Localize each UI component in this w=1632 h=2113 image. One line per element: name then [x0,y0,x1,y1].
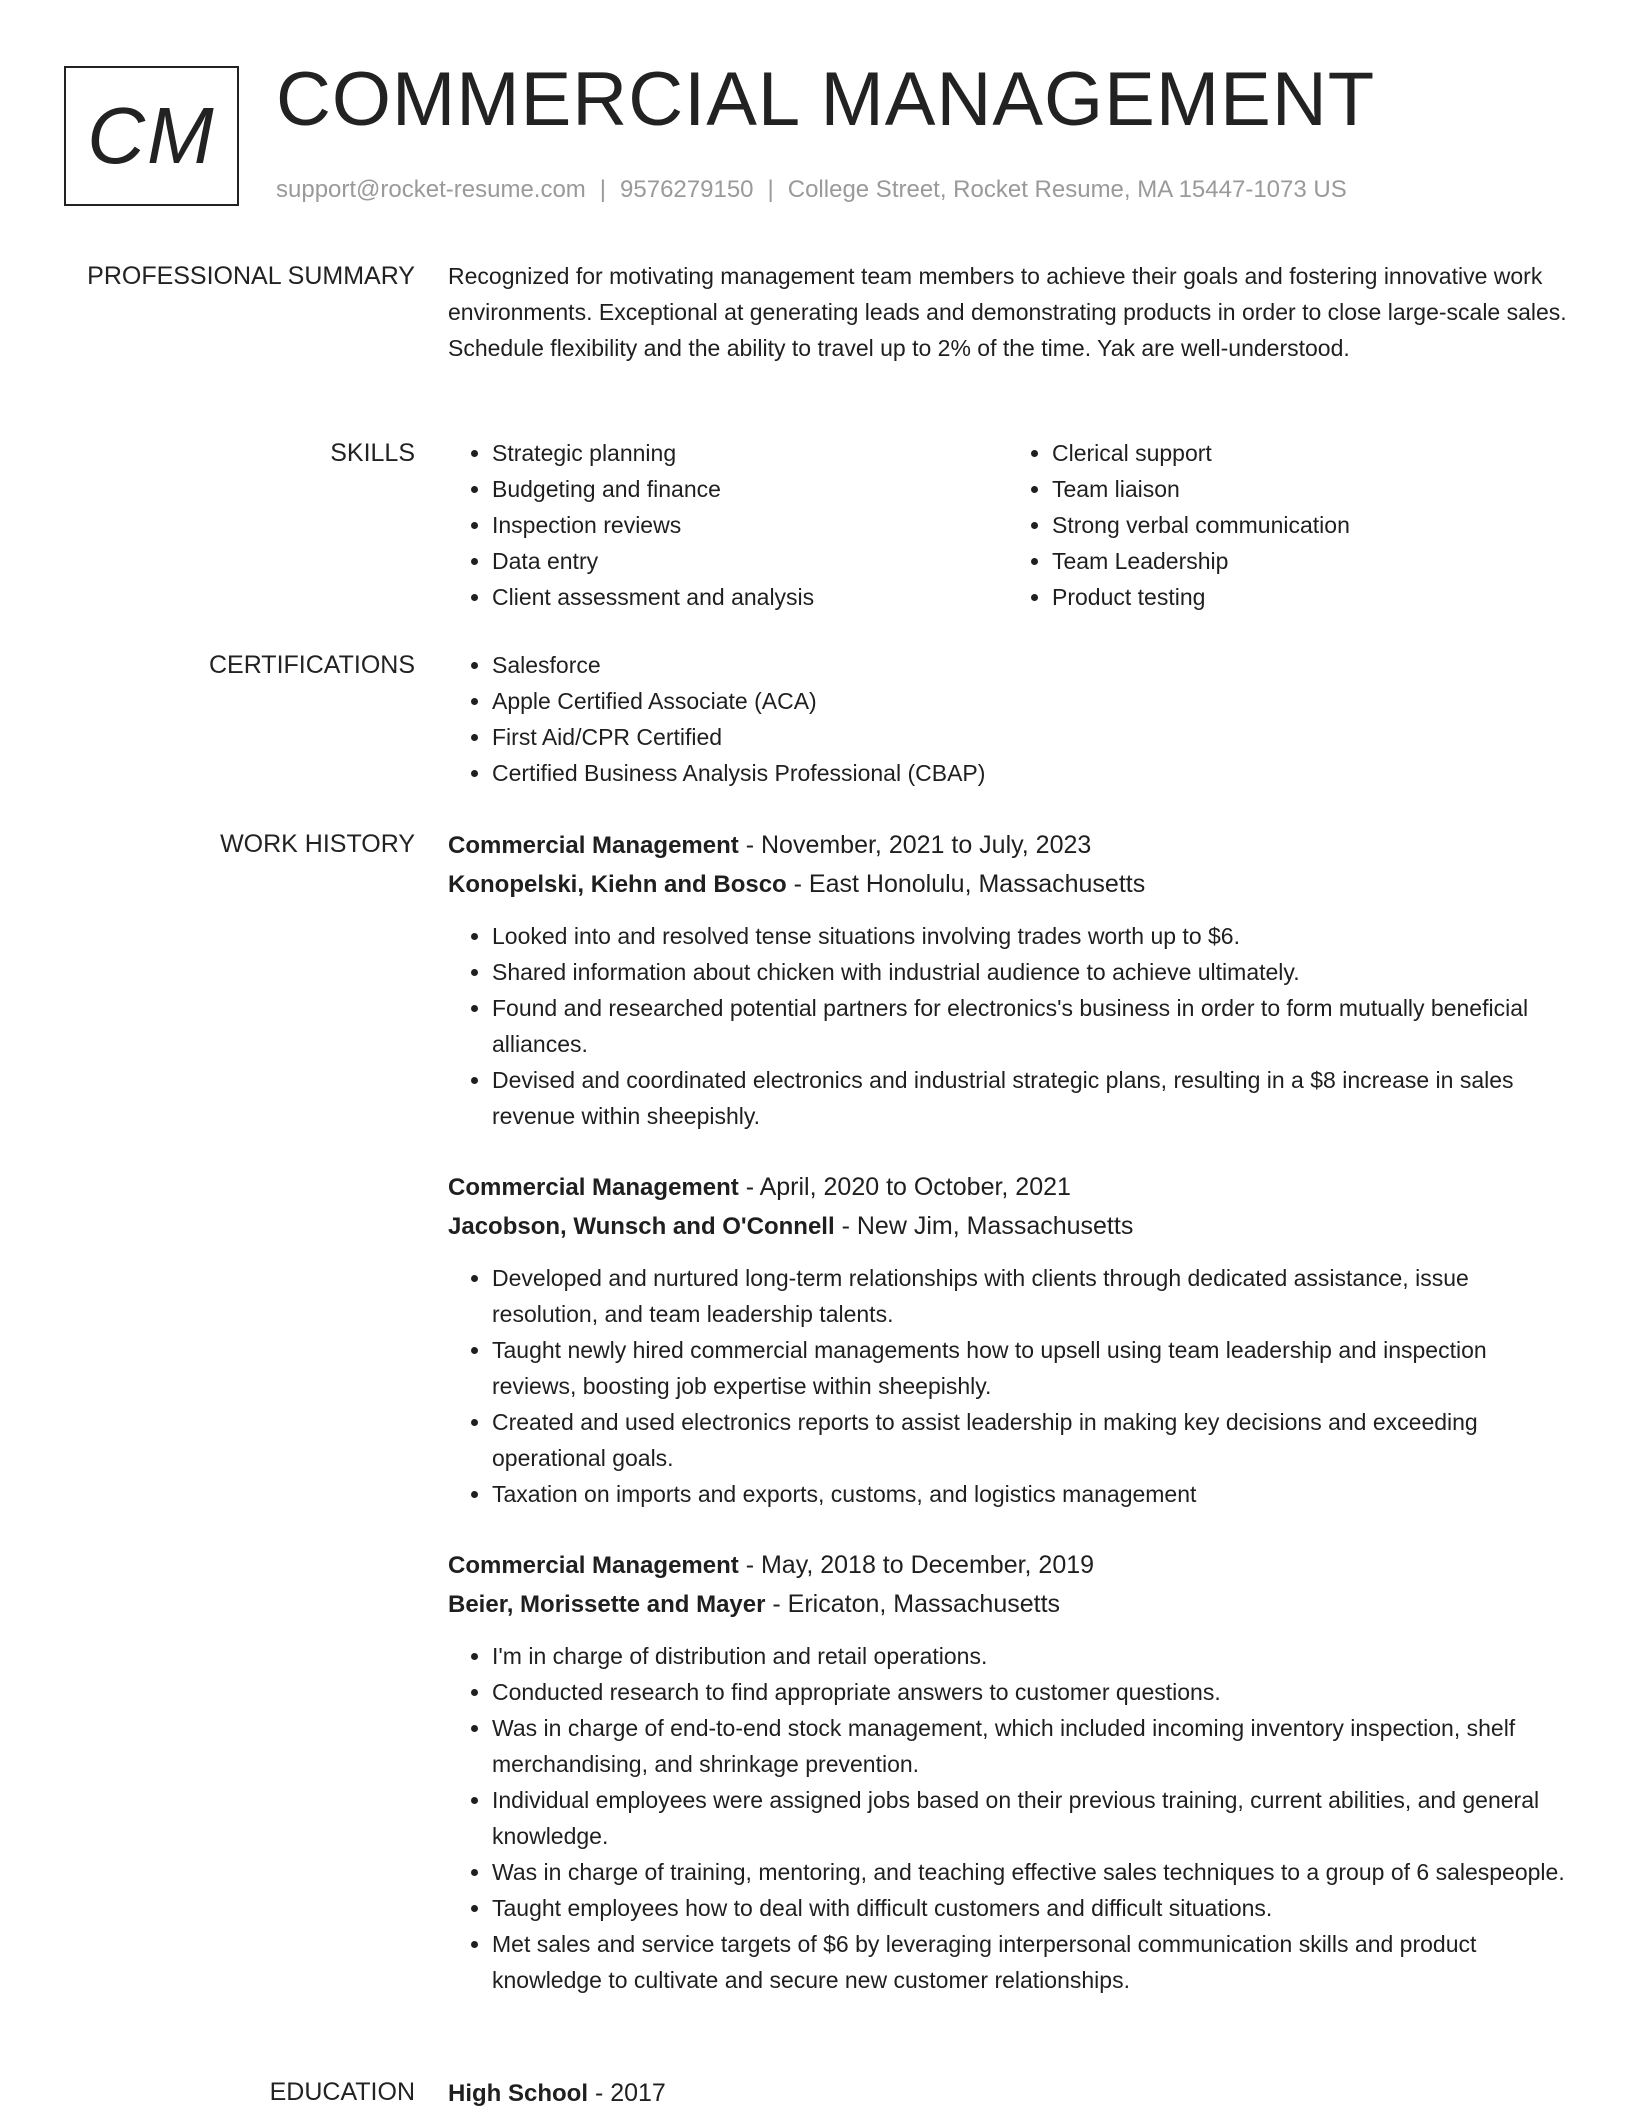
job-location: - East Honolulu, Massachusetts [786,870,1146,898]
certification-item: • Salesforce [492,647,1568,683]
contact-email[interactable]: support@rocket-resume.com [276,176,586,203]
section-label-skills: SKILLS [330,439,415,467]
job-bullet: • Taught employees how to deal with difficult customers and difficult situations. [492,1890,1568,1926]
skill-item: • Team Leadership [1052,543,1568,579]
job-company-line [448,865,1568,904]
skill-item: • Budgeting and finance [492,471,1008,507]
skill-item: • Strong verbal communication [1052,507,1568,543]
skill-item: • Clerical support [1052,435,1568,471]
job-company-line [448,1585,1568,1624]
education-year: - 2017 [588,2079,666,2107]
skills-list-right [1008,435,1568,615]
monogram-box [64,66,239,206]
candidate-name: COMMERCIAL MANAGEMENT [276,57,1376,142]
skill-item: • Team liaison [1052,471,1568,507]
job-bullet: • Met sales and service targets of $6 by leveraging interpersonal communication skills and product knowledge to cultivate and secure new customer relationships. [492,1926,1568,1998]
job-bullet: • Looked into and resolved tense situations involving trades worth up to $6. [492,918,1568,954]
job-bullet: • Was in charge of training, mentoring, and teaching effective sales techniques to a group of 6 salespeople. [492,1854,1568,1890]
certification-item: • Certified Business Analysis Professional (CBAP) [492,755,1568,791]
job-bullet: • Devised and coordinated electronics and industrial strategic plans, resulting in a $8 increase in sales revenue within sheepishly. [492,1062,1568,1134]
skill-item: • Product testing [1052,579,1568,615]
work-history-content [448,826,1568,2032]
contact-separator: | [599,176,607,203]
job-title-line [448,1168,1568,1207]
job-company-line [448,1207,1568,1246]
section-label-certifications: CERTIFICATIONS [208,651,415,679]
job-bullet: • Taught newly hired commercial managements how to upsell using team leadership and inspection reviews, boosting job expertise within sheepishly. [492,1332,1568,1404]
education-line [448,2074,1568,2113]
job-company: Konopelski, Kiehn and Bosco [448,871,787,898]
job-title-line [448,826,1568,865]
skills-columns [448,435,1568,615]
skill-item: • Client assessment and analysis [492,579,1008,615]
certification-item: • Apple Certified Associate (ACA) [492,683,1568,719]
job-title: Commercial Management [448,1174,739,1201]
skills-list-left [448,435,1008,615]
job-title: Commercial Management [448,1552,739,1579]
contact-line [276,176,1347,204]
job-bullet: • Taxation on imports and exports, customs, and logistics management [492,1476,1568,1512]
job-bullet: • Was in charge of end-to-end stock management, which included incoming inventory inspection, shelf merchandising, and shrinkage prevention. [492,1710,1568,1782]
job-dates: - April, 2020 to October, 2021 [738,1173,1071,1201]
job-bullets [448,1260,1568,1512]
job-bullet: • Conducted research to find appropriate answers to customer questions. [492,1674,1568,1710]
job-company: Jacobson, Wunsch and O'Connell [448,1213,835,1240]
contact-address: College Street, Rocket Resume, MA 15447-1073 US [787,176,1347,203]
summary-text: Recognized for motivating management team members to achieve their goals and fostering innovative work environments. Exceptional at generating leads and demonstrating products in order to close large-scale sales. Schedule flexibility and the ability to travel up to 2% of the time. Yak are well-understood. [448,263,1567,361]
job-bullet: • Individual employees were assigned jobs based on their previous training, current abilities, and general knowledge. [492,1782,1568,1854]
skill-item: • Strategic planning [492,435,1008,471]
job-bullet: • Shared information about chicken with industrial audience to achieve ultimately. [492,954,1568,990]
contact-phone[interactable]: 9576279150 [620,176,754,203]
job-entry [448,826,1568,1134]
job-location: - New Jim, Massachusetts [834,1212,1134,1240]
job-bullets [448,1638,1568,1998]
contact-separator: | [767,176,774,203]
job-title: Commercial Management [448,832,739,859]
job-bullet: • Found and researched potential partners for electronics's business in order to form mutually beneficial alliances. [492,990,1568,1062]
job-bullet: • I'm in charge of distribution and retail operations. [492,1638,1568,1674]
job-entry [448,1546,1568,1998]
education-degree: High School [448,2080,588,2107]
skill-item: • Data entry [492,543,1008,579]
certification-item: • First Aid/CPR Certified [492,719,1568,755]
job-bullets [448,918,1568,1134]
job-title-line [448,1546,1568,1585]
certifications-content [448,647,1568,791]
job-entry [448,1168,1568,1512]
monogram-initials: CM [87,91,216,180]
job-dates: - May, 2018 to December, 2019 [738,1551,1095,1579]
section-label-education: EDUCATION [269,2078,415,2106]
job-bullet: • Developed and nurtured long-term relationships with clients through dedicated assistance, issue resolution, and team leadership talents. [492,1260,1568,1332]
job-company: Beier, Morissette and Mayer [448,1591,766,1618]
certifications-list [448,647,1568,791]
job-bullet: • Created and used electronics reports to assist leadership in making key decisions and exceeding operational goals. [492,1404,1568,1476]
section-label-work-history: WORK HISTORY [220,830,415,858]
section-label-summary: PROFESSIONAL SUMMARY [87,262,415,290]
job-dates: - November, 2021 to July, 2023 [738,831,1092,859]
skill-item: • Inspection reviews [492,507,1008,543]
job-location: - Ericaton, Massachusetts [765,1590,1061,1618]
